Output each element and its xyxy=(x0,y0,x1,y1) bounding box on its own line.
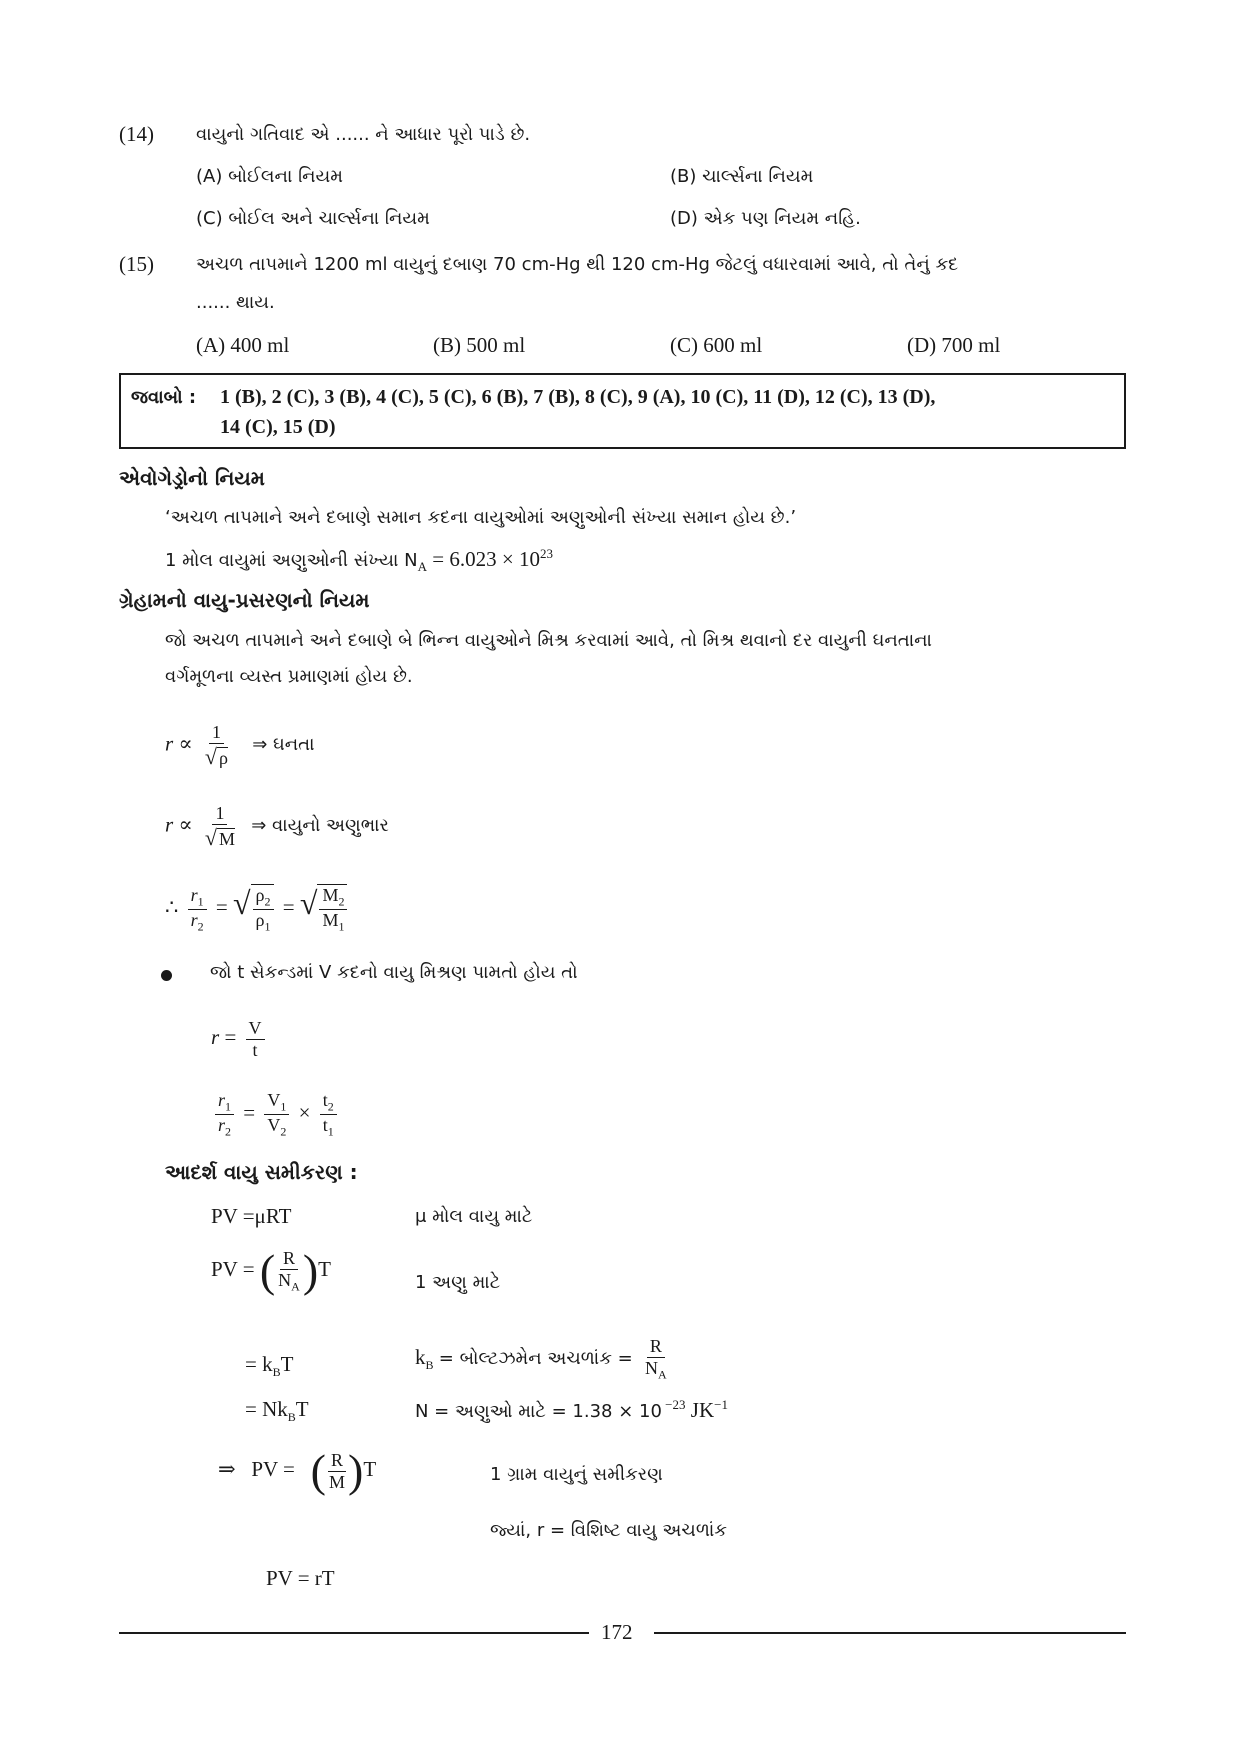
question-number: (15) xyxy=(119,252,154,276)
equation-note: μ મોલ વાયુ માટે xyxy=(415,1206,533,1227)
mole-formula: 1 મોલ વાયુમાં અણુઓની સંખ્યા $N_A = 6.023 \times 10^{23}$ xyxy=(165,546,553,575)
law-text: જો અચળ તાપમાને અને દબાણે બે ભિન્ન વાયુઓને મિશ્ર કરવામાં આવે, તો મિશ્ર થવાનો દર વાયુની ઘનતાના xyxy=(165,630,932,651)
section-heading: એવોગેડ્રોનો નિયમ xyxy=(119,466,265,490)
option-b: (B) 500 ml xyxy=(433,333,526,357)
equation: = $k_BT$ xyxy=(245,1352,294,1380)
law-statement: ‘અચળ તાપમાને અને દબાણે સમાન કદના વાયુઓમાં અણુઓની સંખ્યા સમાન હોય છે.’ xyxy=(165,507,797,528)
formula-density: r ∝ $\frac{1}{√ \rho}$ ⇒ ઘનતા xyxy=(165,722,315,769)
formula-molar-mass: r ∝ $\frac{1}{√ M}$ ⇒ વાયુનો અણુભાર xyxy=(165,803,389,850)
equation: PV = rT xyxy=(266,1566,335,1590)
footer-rule-left xyxy=(119,1632,589,1634)
answer-label: જવાબો : xyxy=(131,387,197,408)
bullet-point xyxy=(161,970,172,981)
equation-note: 1 અણુ માટે xyxy=(415,1272,501,1293)
option-d: (D) 700 ml xyxy=(907,333,1001,357)
formula-ratio: ∴ $\frac{r_1}{r_2}$ = √ $\frac{\rho_2}{\rho_1}$ = √ $\frac{M_2}{M_1}$ xyxy=(165,884,351,935)
footer-rule-right xyxy=(654,1632,1126,1634)
section-heading: આદર્શ વાયુ સમીકરણ : xyxy=(165,1160,358,1184)
equation-note: 1 ગ્રામ વાયુનું સમીકરણ xyxy=(490,1464,663,1485)
question-number: (14) xyxy=(119,122,154,146)
question-text-cont: ...... થાય. xyxy=(196,292,275,313)
question-text: વાયુનો ગતિવાદ એ ...... ને આધાર પૂરો પાડે છે. xyxy=(196,124,531,145)
equation: ⇒ PV = ( $\frac{R}{M}$ )T xyxy=(218,1445,377,1496)
equation: PV = ( $\frac{R}{N_A}$ )T xyxy=(211,1245,331,1297)
formula-rate: r = $\frac{V}{t}$ xyxy=(211,1018,269,1060)
bullet-text: જો t સેકન્ડમાં V કદનો વાયુ મિશ્રણ પામતો હોય તો xyxy=(210,962,578,983)
answer-line: 1 (B), 2 (C), 3 (B), 4 (C), 5 (C), 6 (B), 7 (B), 8 (C), 9 (A), 10 (C), 11 (D), 12 (C), 13 (D), xyxy=(220,386,936,408)
law-text: વર્ગમૂળના વ્યસ્ત પ્રમાણમાં હોય છે. xyxy=(165,666,413,687)
equation: = $Nk_BT$ xyxy=(245,1397,309,1425)
equation-note: $k_B$ = બોલ્ટઝમેન અચળાંક = $\frac{R}{N_A}$ xyxy=(415,1336,667,1382)
answer-line: 14 (C), 15 (D) xyxy=(220,416,336,438)
formula-rate-ratio: $\frac{r_1}{r_2}$ = $\frac{V_1}{V_2}$ × $\frac{t_2}{t_1}$ xyxy=(211,1090,341,1140)
option-d: (D) એક પણ નિયમ નહિ. xyxy=(670,208,861,229)
option-a: (A) 400 ml xyxy=(196,333,290,357)
option-c: (C) 600 ml xyxy=(670,333,763,357)
equation-note: જ્યાં, r = વિશિષ્ટ વાયુ અચળાંક xyxy=(490,1520,727,1541)
section-heading: ગ્રેહામનો વાયુ-પ્રસરણનો નિયમ xyxy=(119,588,370,612)
question-text: અચળ તાપમાને 1200 ml વાયુનું દબાણ 70 cm-Hg થી 120 cm-Hg જેટલું વધારવામાં આવે, તો તેનું કદ xyxy=(196,254,959,275)
option-b: (B) ચાર્લ્સના નિયમ xyxy=(670,166,814,187)
option-c: (C) બોઈલ અને ચાર્લ્સના નિયમ xyxy=(196,208,430,229)
equation-note: N = અણુઓ માટે = 1.38 × 10 $^{-23}$ $JK^{-1}$ xyxy=(415,1397,728,1422)
option-a: (A) બોઈલના નિયમ xyxy=(196,166,344,187)
equation: PV =μRT xyxy=(211,1204,292,1228)
page-number: 172 xyxy=(601,1620,633,1644)
